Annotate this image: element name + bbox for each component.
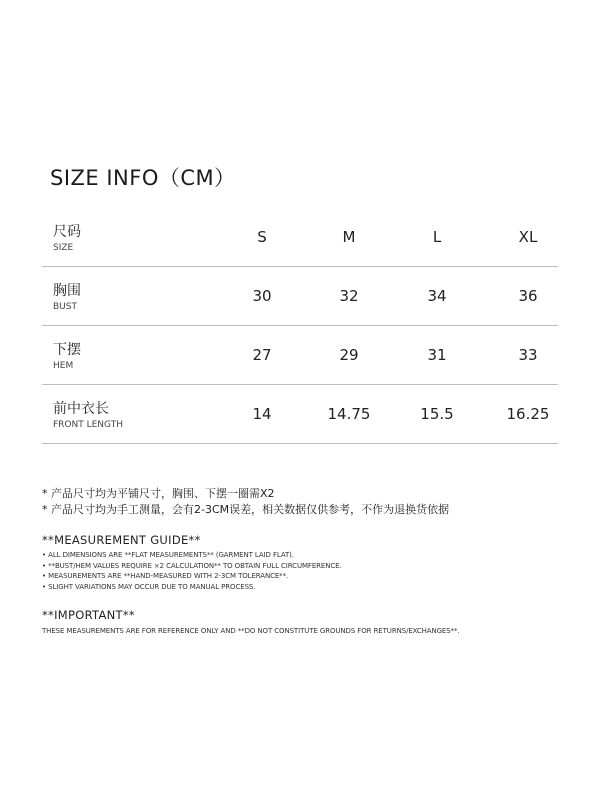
- important-text: THESE MEASUREMENTS ARE FOR REFERENCE ONLY AND **DO NOT CONSTITUTE GROUNDS FOR RETURNS/EXCHANGES**.: [42, 627, 460, 635]
- table-cell: 27: [252, 346, 272, 364]
- row-label: [53, 400, 123, 431]
- table-cell: 30: [252, 287, 272, 305]
- table-cell: 14: [252, 405, 272, 423]
- row-label-en: FRONT LENGTH: [53, 420, 123, 430]
- size-header: M: [342, 228, 356, 246]
- table-cell: 29: [339, 346, 359, 364]
- size-notes: [42, 486, 449, 518]
- table-row-hem: [42, 326, 558, 385]
- row-label: [53, 282, 81, 313]
- row-label-cn: 下摆: [53, 342, 81, 358]
- row-label-en: SIZE: [53, 243, 74, 253]
- row-label: [53, 341, 81, 372]
- table-cell: 31: [427, 346, 447, 364]
- row-label-cn: 胸围: [53, 283, 81, 299]
- size-header: L: [432, 228, 442, 246]
- row-label-cn: 前中衣长: [53, 401, 109, 417]
- table-cell: 36: [518, 287, 538, 305]
- table-header-row: [42, 208, 558, 267]
- guide-item: • SLIGHT VARIATIONS MAY OCCUR DUE TO MANUAL PROCESS.: [42, 582, 256, 591]
- guide-item: • MEASUREMENTS ARE **HAND-MEASURED WITH 2-3CM TOLERANCE**.: [42, 572, 289, 580]
- important-title: **IMPORTANT**: [42, 608, 135, 622]
- table-cell: 34: [427, 287, 447, 305]
- note-hand-measured: * 产品尺寸均为手工测量，会有2-3CM误差，相关数据仅供参考，不作为退换货依据: [42, 503, 450, 516]
- row-label: [53, 223, 81, 254]
- table-row-front-length: [42, 385, 558, 444]
- row-label-en: BUST: [53, 302, 77, 312]
- guide-item: • ALL DIMENSIONS ARE **FLAT MEASUREMENTS** (GARMENT LAID FLAT).: [42, 551, 294, 559]
- row-label-en: HEM: [53, 361, 74, 371]
- table-cell: 14.75: [327, 405, 371, 423]
- note-flat-measurement: * 产品尺寸均为平铺尺寸，胸围、下摆一圈需X2: [42, 487, 275, 500]
- size-table: [42, 208, 558, 444]
- measurement-guide-title: **MEASUREMENT GUIDE**: [42, 533, 201, 547]
- page-title: SIZE INFO（CM）: [50, 166, 236, 190]
- table-cell: 33: [518, 346, 538, 364]
- row-label-cn: 尺码: [53, 224, 81, 240]
- table-row-bust: [42, 267, 558, 326]
- size-header: S: [257, 228, 267, 246]
- guide-item: • **BUST/HEM VALUES REQUIRE ×2 CALCULATION** TO OBTAIN FULL CIRCUMFERENCE.: [42, 561, 342, 570]
- measurement-guide-list: [42, 550, 342, 592]
- table-cell: 32: [339, 287, 359, 305]
- table-cell: 16.25: [506, 405, 550, 423]
- table-cell: 15.5: [420, 405, 454, 423]
- size-header: XL: [518, 228, 538, 246]
